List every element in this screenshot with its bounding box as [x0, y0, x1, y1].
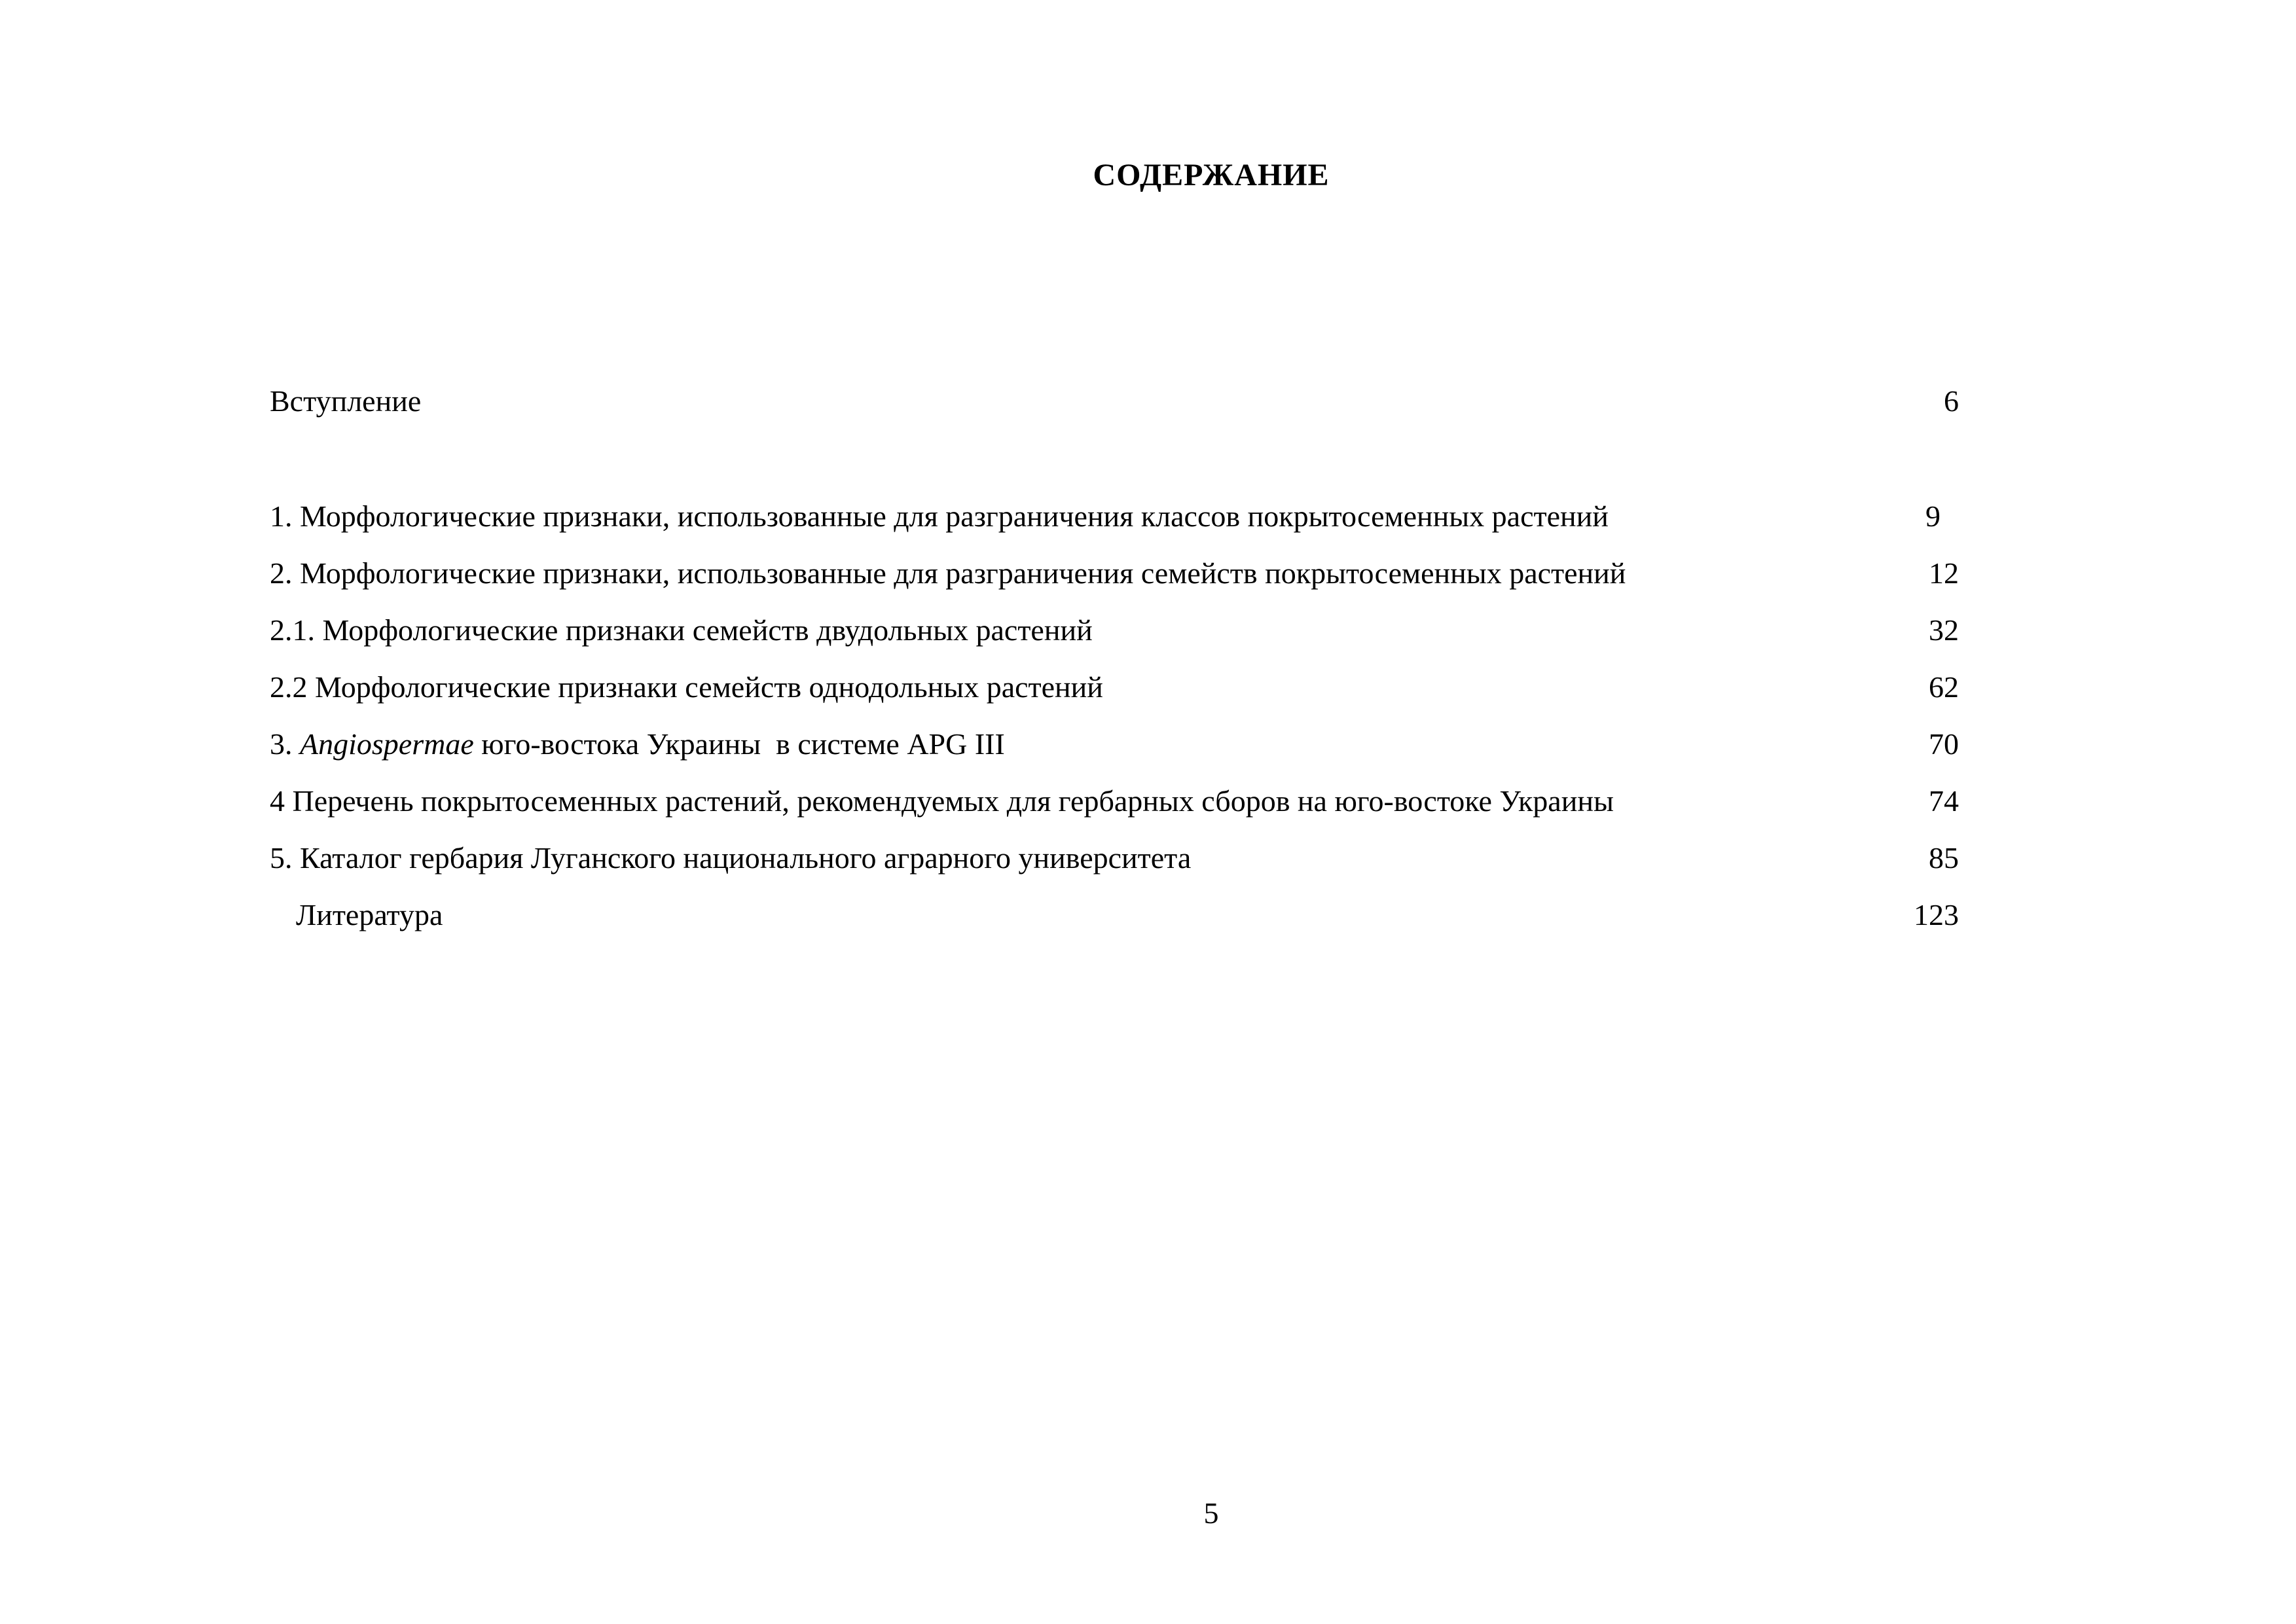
toc-entry-page: 6 [1944, 384, 1959, 418]
toc-entry-2 [270, 550, 1959, 596]
toc-entry-page: 32 [1929, 613, 1959, 647]
toc-entry-2-1 [270, 607, 1959, 653]
toc-entry-title-latin: Angiospermae [300, 727, 474, 761]
toc-entry-title: 5. Каталог гербария Луганского национального аграрного университета [270, 841, 1192, 875]
toc-entry-5 [270, 835, 1959, 881]
toc-entry-page: 62 [1929, 670, 1959, 704]
toc-entry-title: 1. Морфологические признаки, использованные для разграничения классов покрытосеменных растений [270, 499, 1609, 533]
toc-entry-title: 2. Морфологические признаки, использованные для разграничения семейств покрытосеменных растений [270, 556, 1626, 590]
toc-entry-title-prefix: 3. [270, 727, 300, 761]
toc-entry-page: 123 [1914, 898, 1959, 931]
toc-entry-page: 70 [1929, 727, 1959, 761]
toc-entry-page: 85 [1929, 841, 1959, 875]
toc-entry-2-2 [270, 664, 1959, 710]
toc-entry-page: 74 [1929, 784, 1959, 818]
toc-entry-4 [270, 778, 1959, 824]
toc-entry-intro [270, 378, 1959, 424]
toc-entry-3 [270, 721, 1959, 767]
toc-entry-title: Литература [296, 898, 443, 931]
toc-entry-title: 2.1. Морфологические признаки семейств двудольных растений [270, 613, 1093, 647]
toc-entry-title: 2.2 Морфологические признаки семейств однодольных растений [270, 670, 1103, 704]
toc-entry-title: 4 Перечень покрытосеменных растений, рекомендуемых для гербарных сборов на юго-востоке Украины [270, 784, 1614, 818]
page-title: СОДЕРЖАНИЕ [1093, 158, 1330, 192]
toc-entry-title-rest: юго-востока Украины в системе APG III [473, 727, 1005, 761]
page-number: 5 [1203, 1496, 1219, 1530]
toc-entry-page: 9 [1925, 499, 1941, 533]
toc-entry-title: Вступление [270, 384, 422, 418]
toc-entry-1 [270, 494, 1959, 539]
toc-entry-page: 12 [1929, 556, 1959, 590]
toc-entry-title [270, 721, 1005, 767]
toc-entry-literature [270, 892, 1959, 938]
